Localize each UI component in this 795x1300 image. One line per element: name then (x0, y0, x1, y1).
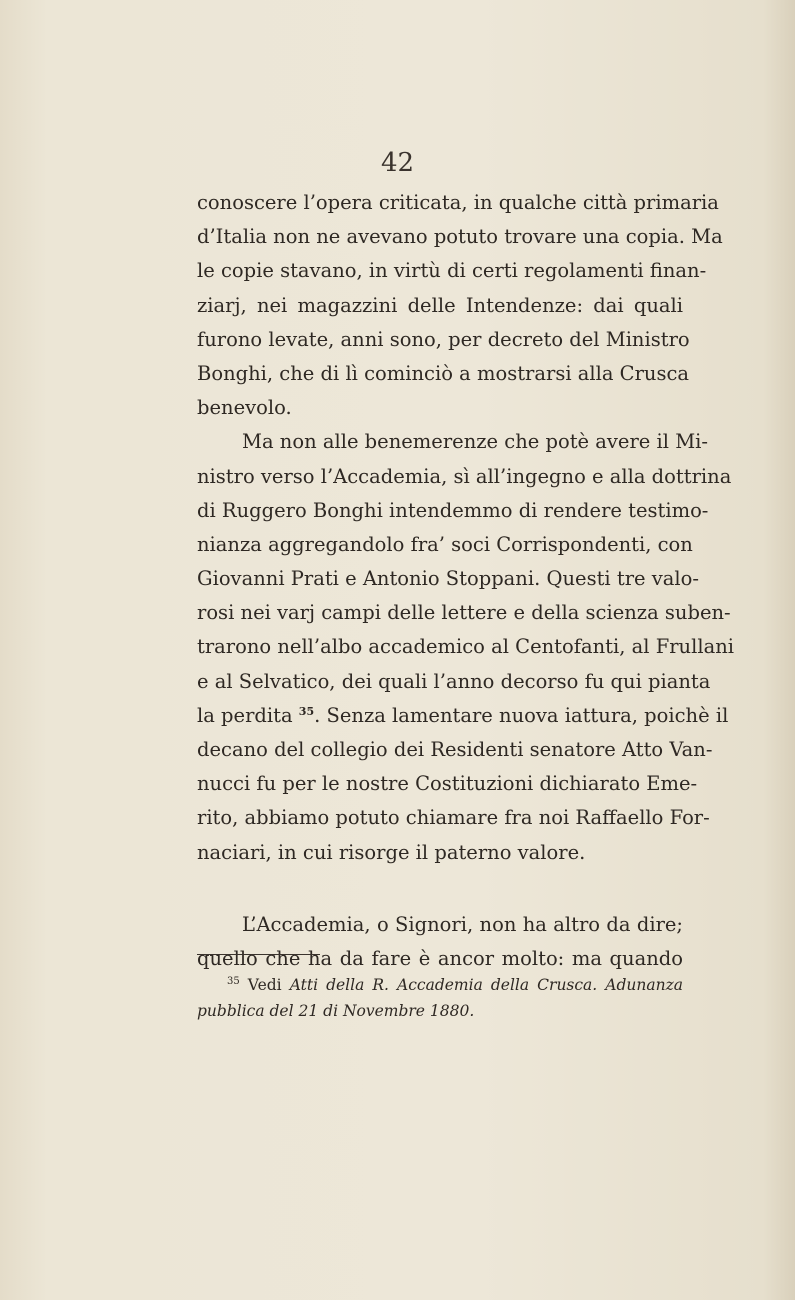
text-line: rosi nei varj campi delle lettere e della scienza suben- (197, 601, 731, 625)
text-line: ziarj, nei magazzini delle Intendenze: dai quali (197, 293, 683, 317)
text-line: nistro verso l’Accademia, sì all’ingegno e alla dottrina (197, 464, 732, 488)
text-line: nucci fu per le nostre Costituzioni dichiarato Eme- (197, 772, 698, 796)
text-line: naciari, in cui risorge il paterno valore. (197, 840, 586, 864)
text-line: benevolo. (197, 396, 292, 420)
text-line: Giovanni Prati e Antonio Stoppani. Questi tre valo- (197, 567, 699, 591)
text-line: trarono nell’albo accademico al Centofanti, al Frullani (197, 635, 734, 659)
text-segment: . Senza lamentare nuova iattura, poichè il (314, 703, 729, 727)
body-text (197, 186, 734, 976)
text-line: Bonghi, che di lì cominciò a mostrarsi alla Crusca (197, 361, 690, 385)
paragraph-gap (197, 870, 683, 908)
page-number: 42 (380, 148, 415, 178)
text-line: di Ruggero Bonghi intendemmo di rendere testimo- (197, 498, 709, 522)
text-line: rito, abbiamo potuto chiamare fra noi Raffaello For- (197, 806, 710, 830)
text-line: Ma non alle benemerenze che potè avere il Mi- (242, 430, 708, 454)
text-line: L’Accademia, o Signori, non ha altro da dire; (242, 912, 683, 936)
footnote-reference: 35 (298, 704, 315, 718)
footnote-number: 35 (227, 976, 240, 987)
text-line: furono levate, anni sono, per decreto del Ministro (197, 327, 690, 351)
text-line: conoscere l’opera criticata, in qualche città primaria (197, 191, 719, 214)
text-line: le copie stavano, in virtù di certi regolamenti finan- (197, 259, 707, 283)
text-line: nianza aggregandolo fra’ soci Corrispondenti, con (197, 532, 693, 556)
text-line: d’Italia non ne avevano potuto trovare una copia. Ma (197, 225, 723, 249)
footnote-citation: Atti della R. Accademia della Crusca. Adunanza (289, 976, 683, 994)
text-line-with-footnote-ref (197, 699, 729, 733)
footnote-divider (197, 954, 320, 955)
text-line: decano del collegio dei Residenti senatore Atto Van- (197, 738, 713, 761)
footnote-line (197, 972, 683, 998)
footnote-line: pubblica del 21 di Novembre 1880. (197, 1002, 475, 1020)
footnote (197, 972, 683, 1024)
text-segment: la perdita (197, 703, 293, 727)
text-line: quello che ha da fare è ancor molto: ma quando (197, 946, 683, 970)
footnote-prefix: Vedi (247, 976, 282, 994)
text-line: e al Selvatico, dei quali l’anno decorso fu qui pianta (197, 669, 711, 693)
